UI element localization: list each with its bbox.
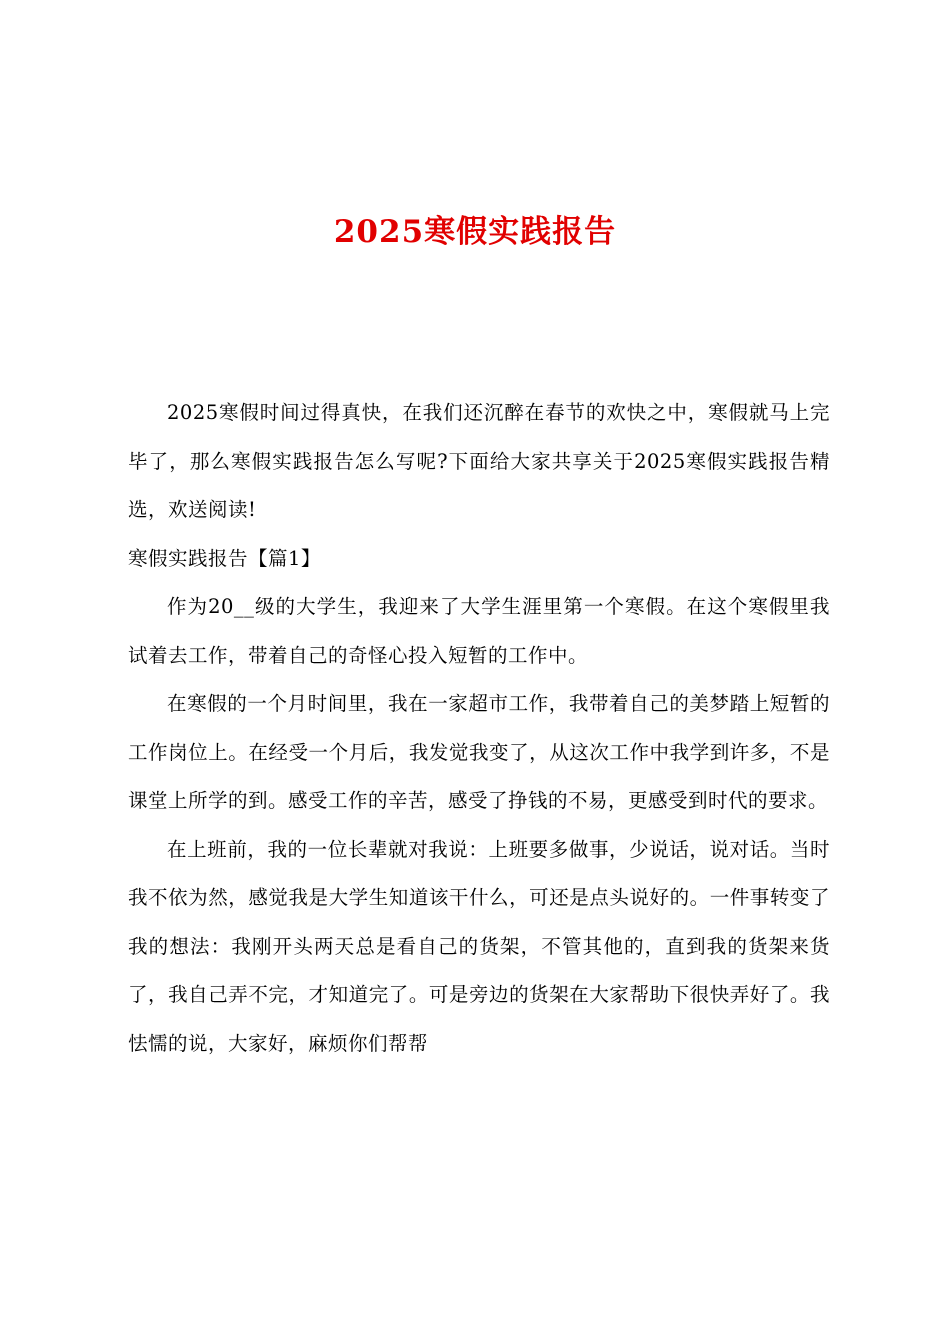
document-body: [128, 389, 830, 1068]
body-paragraph-1: 作为20__级的大学生，我迎来了大学生涯里第一个寒假。在这个寒假里我试着去工作，带着自己的奇怪心投入短暂的工作中。: [128, 595, 830, 667]
section-heading: 寒假实践报告【篇1】: [128, 546, 321, 570]
body-paragraph-2: 在寒假的一个月时间里，我在一家超市工作，我带着自己的美梦踏上短暂的工作岗位上。在经受一个月后，我发觉我变了，从这次工作中我学到许多，不是课堂上所学的到。感受工作的辛苦，感受了挣钱的不易，更感受到时代的要求。: [128, 692, 830, 812]
body-paragraph-3: 在上班前，我的一位长辈就对我说：上班要多做事，少说话，说对话。当时我不依为然，感觉我是大学生知道该干什么，可还是点头说好的。一件事转变了我的想法：我刚开头两天总是看自己的货架，不管其他的，直到我的货架来货了，我自己弄不完，才知道完了。可是旁边的货架在大家帮助下很快弄好了。我怯懦的说，大家好，麻烦你们帮帮: [128, 837, 830, 1055]
document-title: 2025寒假实践报告: [333, 214, 617, 250]
intro-paragraph: 2025寒假时间过得真快，在我们还沉醉在春节的欢快之中，寒假就马上完毕了，那么寒假实践报告怎么写呢?下面给大家共享关于2025寒假实践报告精选，欢送阅读!: [128, 401, 830, 521]
